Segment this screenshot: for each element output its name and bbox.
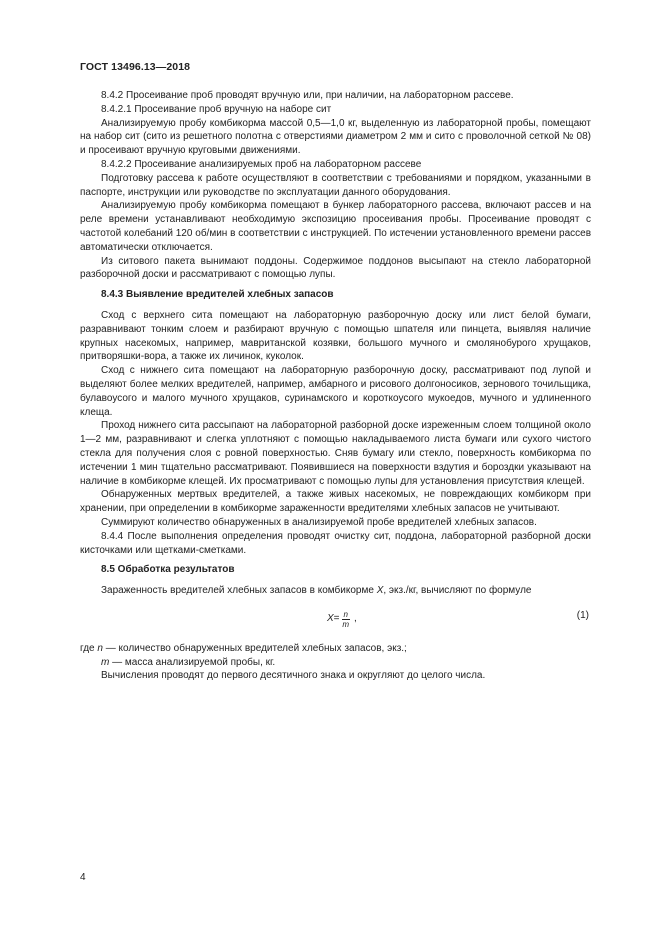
formula-number: (1) — [576, 609, 589, 621]
document-header: ГОСТ 13496.13—2018 — [80, 61, 191, 73]
legend-n-text: — количество обнаруженных вредителей хлебных запасов, экз.; — [102, 642, 407, 654]
page-number: 4 — [80, 872, 86, 883]
page-content — [80, 89, 591, 683]
formula-expression — [327, 610, 357, 629]
paragraph: Сход с верхнего сита помещают на лабораторную разборочную доску или лист белой бумаги, разравнивают тонким слоем и разбирают вручную с помощью шпателя или пинцета, выявляя наличие крупных насекомых, например, мавританской козявки, большого мучного и смолянобурого хрущаков, притворяшки-вора, а также их личинок, куколок. — [80, 309, 591, 363]
formula-denominator: m — [342, 619, 350, 629]
paragraph: Анализируемую пробу комбикорма помещают в бункер лабораторного рассева, включают рассев и на реле времени устанавливают необходимую экспозицию просеивания пробы. Просеивание проводят с частотой колебаний 120 об/мин в соответствии с инструкцией. По истечении установленного времени рассев автоматически отключается. — [80, 200, 591, 253]
legend-m-var: m — [101, 656, 110, 668]
final-paragraph: Вычисления проводят до первого десятичного знака и округляют до целого числа. — [101, 670, 486, 682]
formula-numerator: n — [343, 609, 348, 619]
paragraph: Проход нижнего сита рассыпают на лабораторной разборной доске изреженным слоем толщиной около 1—2 мм, разравнивают и слегка уплотняют с помощью накладываемого листа бумаги или сухого чистого стекла для получения слоя с ровной поверхностью. Сняв бумагу или стекло, поверхность комбикорма по истечении 1 мин тщательно рассматривают. Появившиеся на поверхности вздутия и бороздки указывают на наличие в комбикорме клещей. Их просматривают с помощью лупы для установления присутствия клещей. — [80, 420, 591, 487]
formula — [80, 604, 591, 640]
paragraph: 8.4.2.1 Просеивание проб вручную на наборе сит — [101, 103, 332, 115]
legend-n-var: n — [97, 642, 103, 654]
legend-lead: где — [80, 642, 95, 654]
paragraph: Обнаруженных мертвых вредителей, а также живых насекомых, не повреждающих комбикорм при хранении, при определении в комбикорме зараженности вредителями хлебных запасов не учитывают. — [80, 489, 591, 515]
legend-n — [80, 642, 591, 656]
paragraph: 8.4.2.2 Просеивание анализируемых проб на лабораторном рассеве — [101, 158, 422, 170]
formula-intro — [80, 584, 591, 598]
formula-intro-variable: X — [376, 585, 384, 597]
formula-trail: , — [353, 613, 357, 625]
paragraph: 8.4.2 Просеивание проб проводят вручную или, при наличии, на лабораторном рассеве. — [101, 90, 514, 101]
paragraph: Анализируемую пробу комбикорма массой 0,5—1,0 кг, выделенную из лабораторной пробы, помещают на набор сит (сито из решетного полотна с отверстиями диаметром 2 мм и сито с проволочной сеткой № 08) и просеивают вручную круговыми движениями. — [80, 117, 591, 157]
paragraph: Суммируют количество обнаруженных в анализируемой пробе вредителей хлебных запасов. — [101, 516, 537, 528]
formula-intro-text-end: , экз./кг, вычисляют по формуле — [383, 585, 532, 597]
formula-intro-text: Зараженность вредителей хлебных запасов в комбикорме — [101, 585, 377, 597]
section-heading-8-5: 8.5 Обработка результатов — [101, 564, 235, 576]
paragraph: Подготовку рассева к работе осуществляют в соответствии с требованиями и порядком, указанными в паспорте, инструкции или руководстве по эксплуатации данного оборудования. — [80, 172, 591, 198]
section-heading-8-4-3: 8.4.3 Выявление вредителей хлебных запасов — [101, 289, 334, 301]
formula-equals: = — [333, 613, 340, 625]
paragraph: 8.4.4 После выполнения определения проводят очистку сит, поддона, лабораторной разборной доски кисточками или щетками-сметками. — [80, 530, 591, 556]
formula-fraction — [342, 610, 350, 629]
legend-m — [80, 656, 591, 670]
formula-lhs: X — [327, 613, 334, 625]
paragraph: Сход с нижнего сита помещают на лабораторную разборочную доску, рассматривают под лупой и выделяют более мелких вредителей, например, амбарного и рисового долгоносиков, зернового точильщика, булавоусого и малого мучного хрущаков, суринамского и короткоусого мукоедов, мучного и удлиненного клеща. — [80, 365, 591, 418]
legend-m-text: — масса анализируемой пробы, кг. — [109, 656, 276, 668]
formula-legend — [80, 642, 591, 670]
paragraph: Из ситового пакета вынимают поддоны. Содержимое поддонов высыпают на стекло лабораторной разборочной доски и рассматривают с помощью лупы. — [80, 255, 591, 281]
